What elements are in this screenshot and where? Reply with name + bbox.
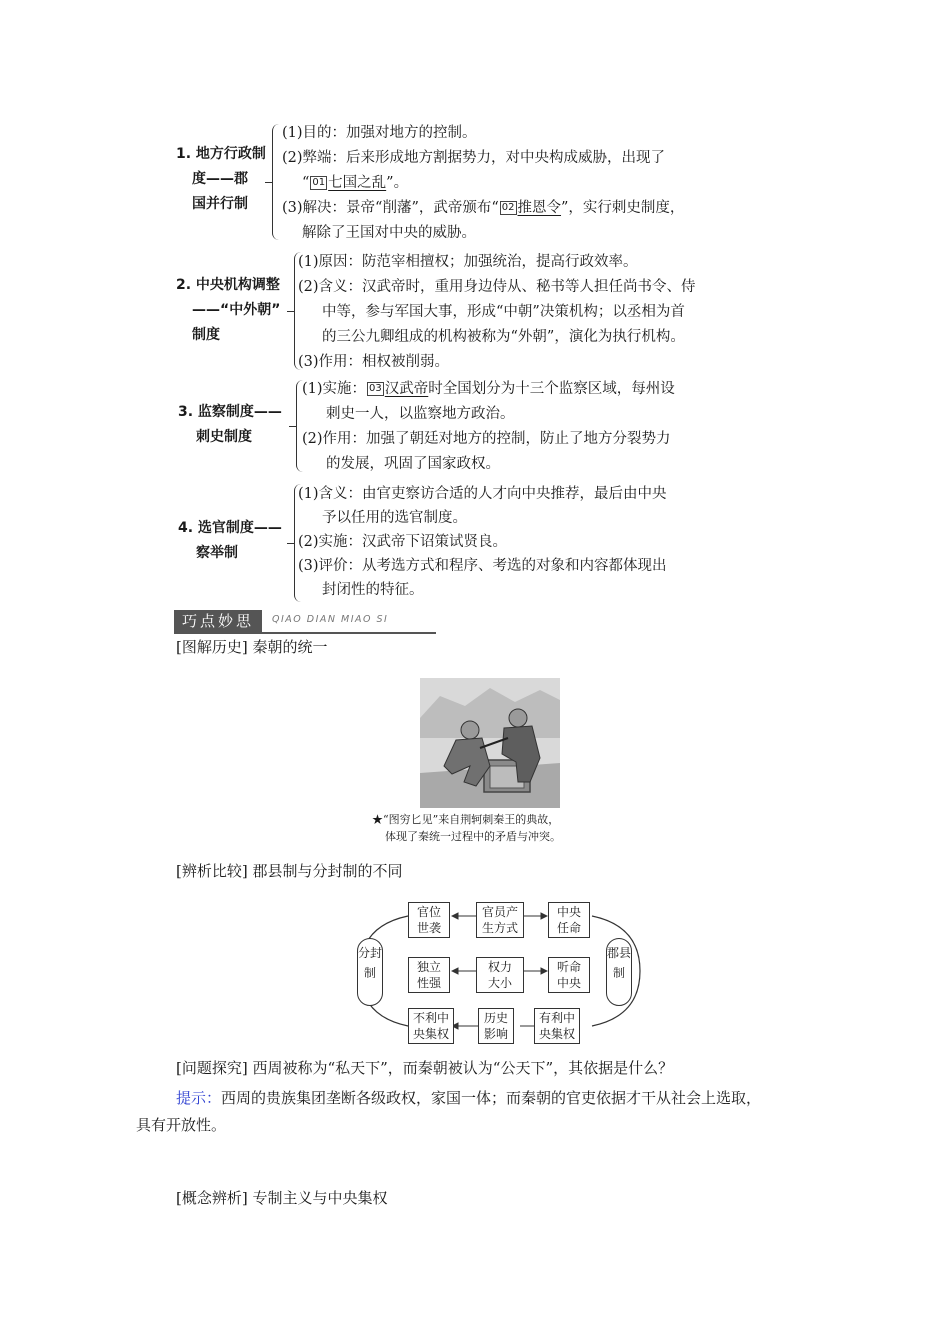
gainian-heading: [概念辨析] 专制主义与中央集权 — [176, 1189, 388, 1207]
section-4-line-1: (1)含义：由官吏察访合适的人才向中央推荐，最后由中央 — [298, 486, 667, 502]
section-2-line-4: 的三公九卿组成的机构被称为“外朝”，演化为执行机构。 — [322, 329, 685, 345]
section-3-line-2: 刺史一人，以监察地方政治。 — [326, 406, 515, 422]
section-4-line-3: (2)实施：汉武帝下诏策试贤良。 — [298, 534, 508, 550]
section-2-line-2: (2)含义：汉武帝时，重用身边侍从、秘书等人担任尚书令、侍 — [298, 279, 696, 295]
hint-label: 提示： — [176, 1089, 222, 1107]
wenti-question: [问题探究] 西周被称为“私天下”，而秦朝被认为“公天下”，其依据是什么？ — [176, 1059, 674, 1077]
section-2-line-1: (1)原因：防范宰相擅权；加强统治，提高行政效率。 — [298, 254, 638, 270]
section-2-line-5: (3)作用：相权被削弱。 — [298, 354, 450, 370]
fenfeng-label: 分封制 — [357, 938, 383, 1006]
section-1-line-3: “ 01 七国之乱”。 — [302, 175, 409, 191]
section-4-heading-line-1: 4. 选官制度—— — [178, 520, 282, 536]
banner-title: 巧点妙思 — [174, 610, 262, 632]
banner-subtitle: QIAO DIAN MIAO SI — [272, 614, 389, 625]
section-1-line-1: (1)目的：加强对地方的控制。 — [282, 125, 477, 141]
section-2-line-3: 中等，参与军国大事，形成“中朝”决策机构；以丞相为首 — [322, 304, 685, 320]
section-4-line-2: 予以任用的选官制度。 — [322, 510, 467, 526]
section-3-line-4: 的发展，巩固了国家政权。 — [326, 456, 500, 472]
section-1-brace — [272, 124, 281, 240]
section-2-heading-line-1: 2. 中央机构调整 — [176, 277, 280, 293]
marker-03: 03 — [369, 383, 382, 394]
section-1-line-5: 解除了王国对中央的威胁。 — [302, 225, 476, 241]
answer-qiguozhiluan: 01 七国之乱 — [312, 175, 387, 191]
tujie-heading: [图解历史] 秦朝的统一 — [176, 638, 328, 656]
junxian-label: 郡县制 — [606, 938, 632, 1006]
criterion-cell-1: 官员产生方式 — [476, 902, 524, 938]
section-4-line-4: (3)评价：从考选方式和程序、考选的对象和内容都体现出 — [298, 558, 667, 574]
section-4-line-5: 封闭性的特征。 — [322, 582, 424, 598]
junxian-cell-3: 有利中央集权 — [534, 1008, 580, 1044]
marker-02: 02 — [501, 202, 515, 213]
section-2-heading-line-3: 制度 — [192, 327, 220, 343]
answer-tuienling: 02 推恩令 — [501, 200, 562, 216]
caption-line-2: 体现了秦统一过程中的矛盾与冲突。 — [385, 830, 561, 843]
section-1-heading-line-2: 度——郡 — [192, 171, 248, 187]
hint-line-2: 具有开放性。 — [136, 1116, 227, 1134]
bianxi-heading: [辨析比较] 郡县制与分封制的不同 — [176, 862, 403, 880]
criterion-cell-3: 历史影响 — [478, 1008, 514, 1044]
banner-underline — [174, 632, 436, 634]
section-2-heading-line-2: ——“中外朝” — [192, 302, 281, 318]
section-3-line-1: (1)实施： 03 汉武帝时全国划分为十三个监察区域，每州设 — [302, 381, 675, 397]
section-3-heading-line-1: 3. 监察制度—— — [178, 404, 282, 420]
section-1-heading-line-3: 国并行制 — [192, 196, 248, 212]
junxian-cell-2: 听命中央 — [548, 957, 590, 993]
section-1-heading-line-1: 1. 地方行政制 — [176, 146, 266, 162]
section-3-line-3: (2)作用：加强了朝廷对地方的控制，防止了地方分裂势力 — [302, 431, 671, 447]
marker-01: 01 — [312, 177, 326, 188]
caption-line-1: ★“图穷匕见”来自荆轲刺秦王的典故， — [372, 813, 560, 826]
answer-hanwudi: 03 汉武帝 — [369, 381, 429, 397]
section-1-line-2: (2)弊端：后来形成地方割据势力，对中央构成威胁，出现了 — [282, 150, 666, 166]
hint-line-1: 提示：西周的贵族集团垄断各级政权，家国一体；而秦朝的官吏依据才干从社会上选取， — [176, 1089, 762, 1107]
section-1-line-4: (3)解决：景帝“削藩”，武帝颁布“ 02 推恩令”，实行刺史制度， — [282, 200, 685, 216]
criterion-cell-2: 权力大小 — [476, 957, 524, 993]
fenfeng-cell-2: 独立性强 — [408, 957, 450, 993]
section-4-heading-line-2: 察举制 — [196, 545, 238, 561]
jingke-illustration — [420, 678, 560, 808]
section-3-heading-line-2: 刺史制度 — [196, 429, 252, 445]
fenfeng-cell-1: 官位世袭 — [408, 902, 450, 938]
fenfeng-cell-3: 不利中央集权 — [408, 1008, 454, 1044]
junxian-cell-1: 中央任命 — [548, 902, 590, 938]
